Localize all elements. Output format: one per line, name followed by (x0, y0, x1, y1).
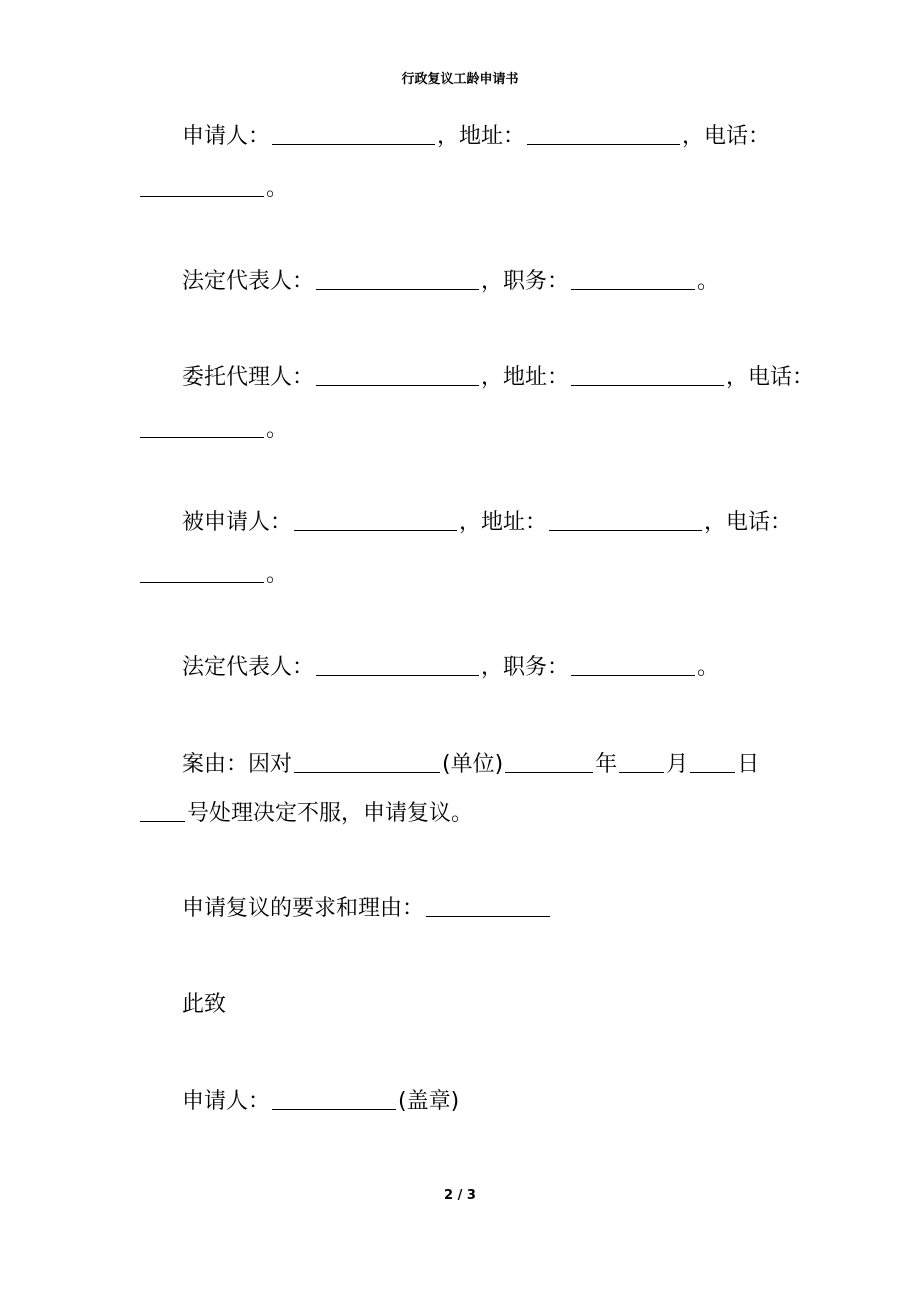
agent-phone-label: ，电话： (726, 365, 815, 390)
legal-rep-2-end: 。 (697, 655, 720, 680)
agent-phone-line (138, 415, 808, 445)
legal-rep-2-position-label: ，职务： (481, 655, 570, 680)
applicant-address-label: ，地址： (437, 124, 526, 149)
legal-rep-2-label: 法定代表人： (182, 655, 315, 680)
legal-rep-1-line (182, 267, 808, 297)
applicant-end: 。 (266, 176, 289, 201)
legal-rep-1-position-label: ，职务： (481, 269, 570, 294)
agent-name-blank[interactable] (316, 363, 479, 386)
legal-rep-1-position-blank[interactable] (571, 267, 695, 290)
applicant-address-blank[interactable] (527, 122, 680, 145)
signature-blank[interactable] (272, 1087, 396, 1110)
applicant-label: 申请人： (182, 124, 271, 149)
request-line (182, 894, 808, 924)
case-number-blank[interactable] (505, 750, 593, 773)
request-label: 申请复议的要求和理由： (182, 896, 425, 921)
signature-label: 申请人： (182, 1089, 271, 1114)
case-doc-number-blank[interactable] (140, 799, 185, 822)
closing-text: 此致 (182, 992, 227, 1017)
respondent-phone-blank[interactable] (140, 560, 264, 583)
agent-label: 委托代理人： (182, 365, 315, 390)
respondent-end: 。 (266, 562, 289, 587)
applicant-line (182, 122, 808, 152)
respondent-address-blank[interactable] (549, 508, 702, 531)
case-rest: 号处理决定不服，申请复议。 (187, 801, 474, 826)
legal-rep-2-line (182, 653, 808, 683)
closing-line (182, 990, 808, 1020)
case-unit: (单位) (442, 752, 504, 777)
respondent-name-blank[interactable] (294, 508, 457, 531)
legal-rep-2-position-blank[interactable] (571, 653, 695, 676)
respondent-line (182, 508, 808, 538)
header-title: 行政复议工龄申请书 (401, 72, 519, 87)
applicant-phone-blank[interactable] (140, 174, 264, 197)
case-line (182, 750, 808, 780)
respondent-phone-label: ，电话： (704, 510, 793, 535)
case-month-blank[interactable] (619, 750, 664, 773)
signature-line (182, 1087, 808, 1117)
applicant-phone-line (138, 174, 808, 204)
case-day-blank[interactable] (690, 750, 735, 773)
agent-line (182, 363, 815, 393)
request-reason-blank[interactable] (426, 894, 550, 917)
case-month: 月 (666, 752, 689, 777)
case-year: 年 (595, 752, 618, 777)
respondent-label: 被申请人： (182, 510, 293, 535)
case-agency-blank[interactable] (294, 750, 440, 773)
page-number: 2 / 3 (444, 1188, 476, 1203)
legal-rep-2-name-blank[interactable] (316, 653, 479, 676)
agent-phone-blank[interactable] (140, 415, 264, 438)
legal-rep-1-name-blank[interactable] (316, 267, 479, 290)
case-continuation-line (138, 799, 808, 829)
signature-seal: (盖章) (398, 1089, 460, 1114)
respondent-phone-line (138, 560, 808, 590)
agent-end: 。 (266, 417, 289, 442)
agent-address-blank[interactable] (571, 363, 724, 386)
legal-rep-1-end: 。 (697, 269, 720, 294)
case-label: 案由：因对 (182, 752, 293, 777)
applicant-phone-label: ，电话： (682, 124, 771, 149)
respondent-address-label: ，地址： (459, 510, 548, 535)
applicant-name-blank[interactable] (272, 122, 435, 145)
legal-rep-1-label: 法定代表人： (182, 269, 315, 294)
case-day: 日 (737, 752, 760, 777)
agent-address-label: ，地址： (481, 365, 570, 390)
